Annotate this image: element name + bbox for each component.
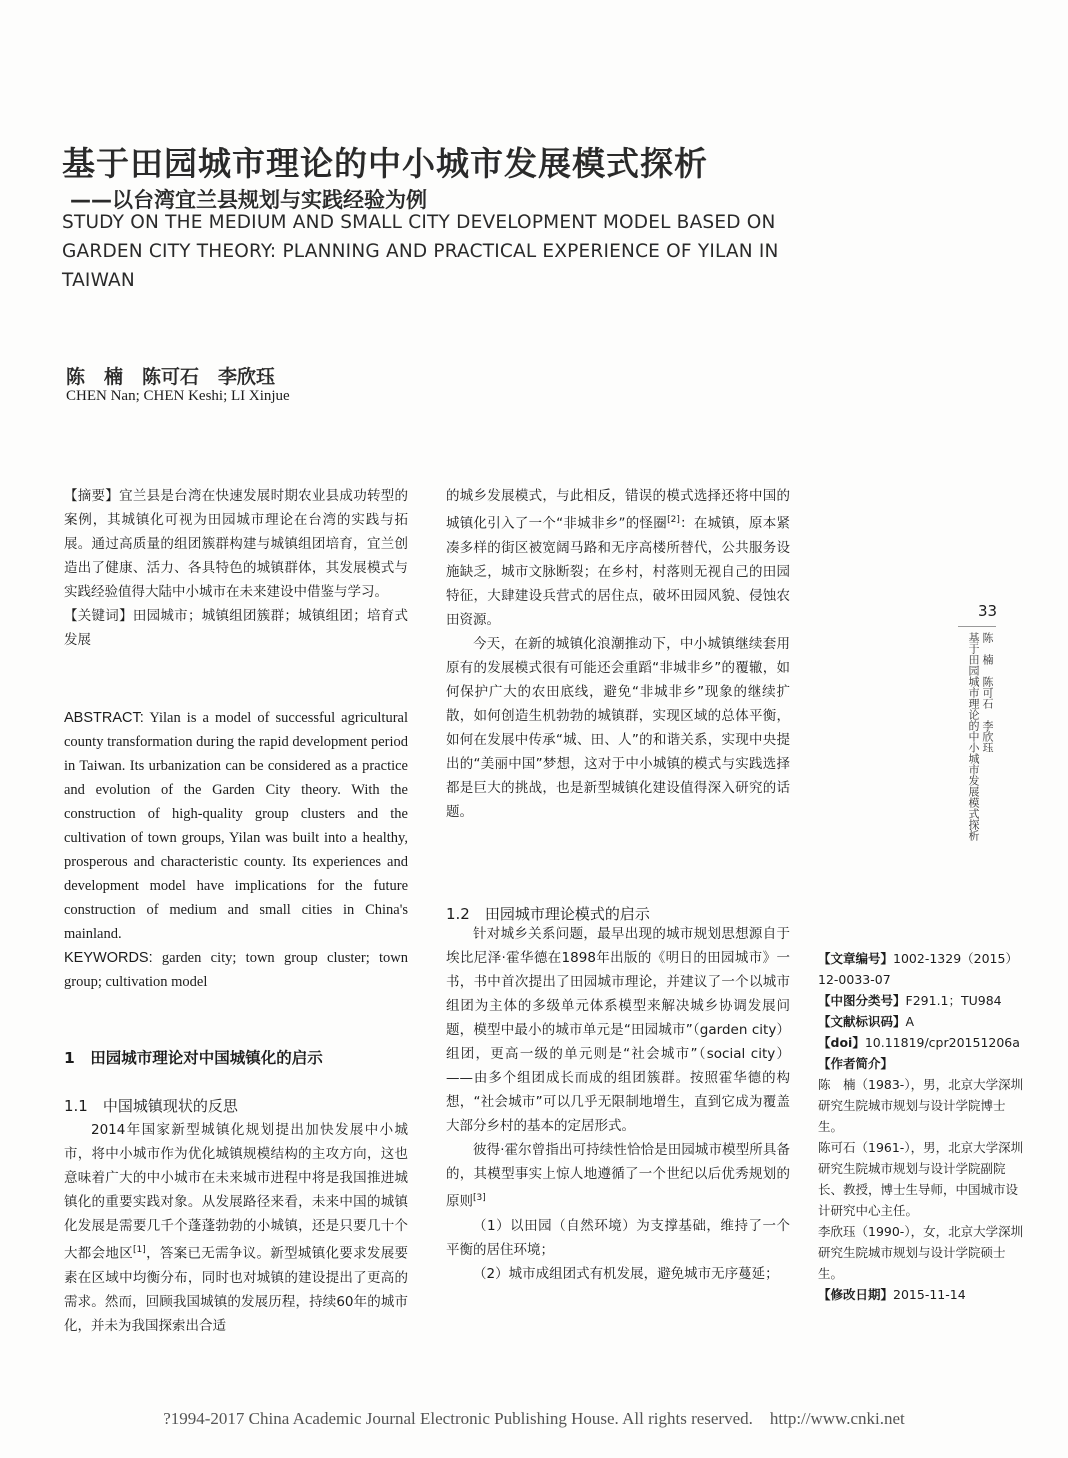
article-number-label: 【文章编号】	[818, 951, 894, 966]
column-2-top	[446, 484, 790, 824]
running-head	[966, 632, 994, 852]
article-info-sidebar	[818, 948, 1030, 1305]
doc-code-label: 【文献标识码】	[818, 1014, 906, 1029]
author-bio: 李欣珏（1990-），女，北京大学深圳研究生院城市规划与设计学院硕士生。	[818, 1224, 1024, 1281]
abstract-english	[64, 706, 408, 994]
citation[interactable]: [2]	[667, 515, 680, 525]
column-2-body	[446, 922, 790, 1286]
abstract-chinese	[64, 484, 408, 652]
paragraph: 2014年国家新型城镇化规划提出加快发展中小城市，将中小城市作为优化城镇规模结构的主攻方向，这也意味着广大的中小城市在未来城市进程中将是我国推进城镇化的重要实践对象。从发展路径来看，未来中国的城镇化发展是需要几千个蓬蓬勃勃的小城镇，还是只要几十个大都会地区[1]，答案已无需争议。新型城镇化要求发展要素在区域中均衡分布，同时也对城镇的建设提出了更高的需求。然而，回顾我国城镇的发展历程，持续60年的城市化，并未为我国探索出合适	[64, 1122, 409, 1334]
title-chinese: 基于田园城市理论的中小城市发展模式探析	[62, 144, 708, 183]
clc-label: 【中图分类号】	[818, 993, 906, 1008]
column-1-body	[64, 1118, 408, 1338]
citation[interactable]: [1]	[133, 1245, 146, 1255]
keywords-en-text: garden city; town group cluster; town group; cultivation model	[64, 950, 409, 990]
authors-chinese: 陈 楠 陈可石 李欣珏	[66, 366, 276, 388]
author-bio: 陈可石（1961-），男，北京大学深圳研究生院城市规划与设计学院副院长、教授，博士生导师，中国城市设计研究中心主任。	[818, 1140, 1024, 1218]
doc-code: A	[905, 1014, 915, 1029]
article-number: 1002-1329（2015）12-0033-07	[818, 951, 1018, 987]
section-heading-1: 1 田园城市理论对中国城镇化的启示	[64, 1049, 323, 1067]
title-english: STUDY ON THE MEDIUM AND SMALL CITY DEVELOPMENT MODEL BASED ON GARDEN CITY THEORY: PLANNING AND PRACTICAL EXPERIENCE OF YILAN IN TAIWAN	[62, 212, 779, 291]
keywords-en-label: KEYWORDS:	[64, 950, 153, 966]
paragraph: 针对城乡关系问题，最早出现的城市规划思想源自于埃比尼泽·霍华德在1898年出版的《明日的田园城市》一书，书中首次提出了田园城市理论，并建议了一个以城市组团为主体的多级单元体系模型来解决城乡协调发展问题，模型中最小的城市单元是“田园城市”（garden city）组团，更高一级的单元则是“社会城市”（social city）——由多个组团成长而成的组团簇群。按照霍华德的构想，“社会城市”可以几乎无限制地增生，直到它成为覆盖大部分乡村的基本的定居形式。	[446, 926, 790, 1134]
doi-label: 【doi】	[818, 1035, 865, 1050]
revised-date-label: 【修改日期】	[818, 1287, 894, 1302]
authors-english: CHEN Nan; CHEN Keshi; LI Xinjue	[66, 388, 290, 404]
keywords-text: 田园城市；城镇组团簇群；城镇组团；培育式发展	[64, 608, 409, 648]
author-intro-label: 【作者简介】	[818, 1056, 894, 1071]
section-heading-1-1: 1.1 中国城镇现状的反思	[64, 1097, 238, 1115]
doi-value[interactable]: 10.11819/cpr20151206a	[864, 1035, 1020, 1050]
abstract-text: 宜兰县是台湾在快速发展时期农业县成功转型的案例，其城镇化可视为田园城市理论在台湾的实践与拓展。通过高质量的组团簇群构建与城镇组团培育，宜兰创造出了健康、活力、各具特色的城镇群体，其发展模式与实践经验值得大陆中小城市在未来建设中借鉴与学习。	[64, 488, 409, 600]
revised-date: 2015-11-14	[893, 1287, 966, 1302]
keywords-label: 【关键词】	[64, 608, 133, 624]
copyright-footer: ?1994-2017 China Academic Journal Electronic Publishing House. All rights reserved. http://www.cnki.net	[163, 1409, 905, 1428]
page-number: 33	[978, 602, 998, 620]
running-head-rule	[958, 626, 996, 627]
paragraph: 彼得·霍尔曾指出可持续性恰恰是田园城市模型所具备的，其模型事实上惊人地遵循了一个世纪以后优秀规划的原则[3]	[446, 1142, 790, 1210]
paragraph: （1）以田园（自然环境）为支撑基础，维持了一个平衡的居住环境；	[446, 1217, 790, 1258]
paragraph: 今天，在新的城镇化浪潮推动下，中小城镇继续套用原有的发展模式很有可能还会重蹈“非城非乡”的覆辙，如何保护广大的农田底线，避免“非城非乡”现象的继续扩散，如何创造生机勃勃的城镇群，实现区域的总体平衡，如何在发展中传承“城、田、人”的和谐关系，实现中央提出的“美丽中国”梦想，这对于中小城镇的模式与实践选择都是巨大的挑战，也是新型城镇化建设值得深入研究的话题。	[446, 635, 790, 820]
author-bio: 陈 楠（1983-），男，北京大学深圳研究生院城市规划与设计学院博士生。	[818, 1077, 1024, 1134]
paragraph: 的城乡发展模式，与此相反，错误的模式选择还将中国的城镇化引入了一个“非城非乡”的怪圈[2]：在城镇，原本紧凑多样的街区被宽阔马路和无序高楼所替代，公共服务设施缺乏，城市文脉断裂；在乡村，村落则无视自己的田园特征，大肆建设兵营式的居住点，破坏田园风貌、侵蚀农田资源。	[446, 488, 790, 628]
subtitle-chinese: ——以台湾宜兰县规划与实践经验为例	[70, 188, 427, 212]
running-head-authors: 陈 楠 陈可石 李欣珏	[981, 632, 994, 753]
abstract-en-text: Yilan is a model of successful agricultural county transformation during the rapid development period in Taiwan. Its urbanization can be considered as a practice and evolution of the Garden City theory. With the construction of high-quality group clusters and the cultivation of town groups, Yilan was built into a healthy, prosperous and characteristic county. Its experiences and development model have implications for the future construction of medium and small cities in China's mainland.	[64, 710, 409, 942]
running-head-title: 基于田园城市理论的中小城市发展模式探析	[967, 632, 980, 841]
paragraph: （2）城市成组团式有机发展，避免城市无序蔓延；	[473, 1265, 779, 1282]
citation[interactable]: [3]	[473, 1193, 486, 1203]
abstract-label: 【摘要】	[64, 488, 120, 504]
clc-number: F291.1；TU984	[905, 993, 1002, 1008]
abstract-en-label: ABSTRACT:	[64, 710, 144, 726]
section-heading-1-2: 1.2 田园城市理论模式的启示	[446, 905, 650, 923]
